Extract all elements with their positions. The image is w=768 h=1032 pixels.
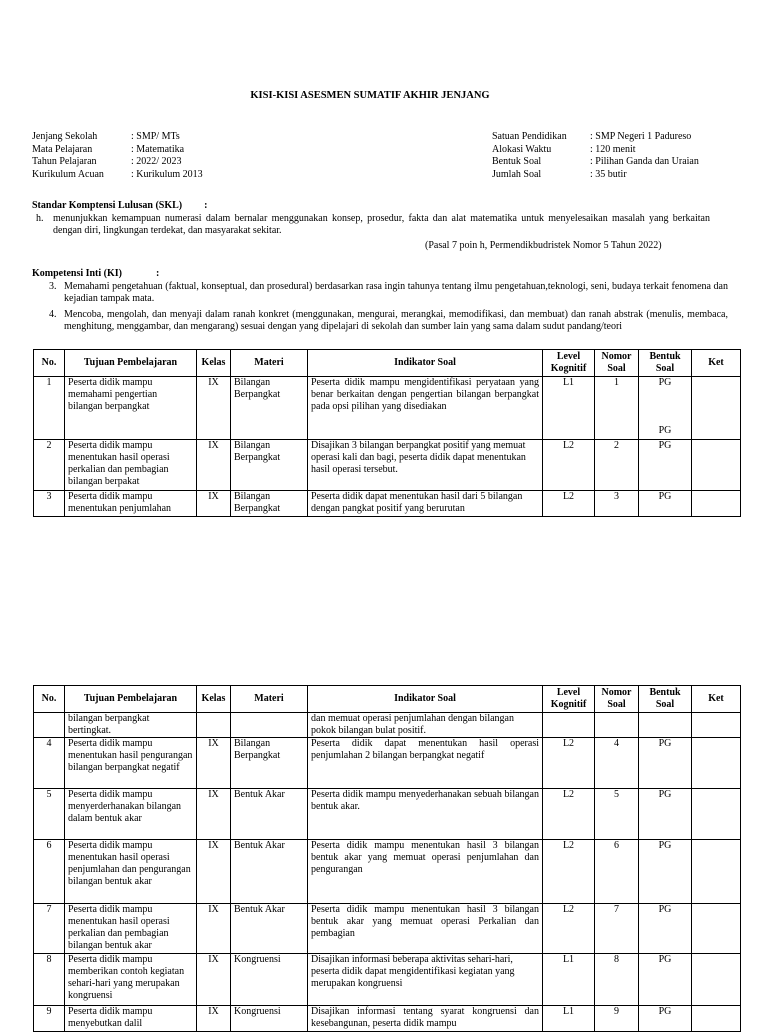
header-kelas: Kelas: [197, 686, 231, 713]
info-row: [492, 144, 699, 157]
cell-no: 3: [34, 491, 65, 517]
skl-reference: (Pasal 7 poin h, Permendikbudristek Nomor 5 Tahun 2022): [425, 240, 662, 251]
cell-indikator: Disajikan informasi tentang syarat kongruensi dan kesebangunan, peserta didik mampu: [308, 1006, 543, 1032]
cell-bentuk: PG: [639, 1006, 692, 1032]
cell-indikator: Peserta didik dapat menentukan hasil operasi penjumlahan 2 bilangan berpangkat negatif: [308, 738, 543, 789]
cell-materi: Kongruensi: [231, 1006, 308, 1032]
cell-no: 1: [34, 377, 65, 440]
info-label: Jenjang Sekolah: [32, 131, 98, 142]
header-tujuan: Tujuan Pembelajaran: [65, 350, 197, 377]
cell-kelas: IX: [197, 1006, 231, 1032]
cell-level: L1: [543, 377, 595, 440]
cell-ket: [692, 713, 741, 738]
ki-heading-text: Kompetensi Inti (KI): [32, 268, 122, 279]
cell-tujuan: Peserta didik mampu menentukan hasil pengurangan bilangan berpangkat negatif: [65, 738, 197, 789]
cell-level: L2: [543, 738, 595, 789]
table-row: [34, 377, 741, 440]
info-label: Mata Pelajaran: [32, 143, 93, 155]
cell-kelas: IX: [197, 840, 231, 904]
info-label: Bentuk Soal: [492, 156, 542, 167]
cell-kelas: IX: [197, 738, 231, 789]
table-row: [34, 954, 741, 1006]
header-materi: Materi: [231, 686, 308, 713]
header-indikator: Indikator Soal: [308, 350, 543, 377]
skl-item-text: menunjukkan kemampuan numerasi dalam bernalar menggunakan konsep, prosedur, fakta dan alat matematika untuk menyelesaikan masalah yang berkaitan dengan diri, lingkungan terdekat, dan masyarakat sekitar.: [53, 213, 710, 236]
cell-indikator: Peserta didik mampu menentukan hasil 3 bilangan bentuk akar yang memuat operasi Perkalian dan pembagian: [308, 904, 543, 954]
cell-bentuk: PG: [639, 840, 692, 904]
cell-nomor: 3: [595, 491, 639, 517]
cell-materi: Bilangan Berpangkat: [231, 738, 308, 789]
header-level: Level Kognitif: [543, 350, 595, 377]
info-value: : 120 menit: [590, 143, 636, 155]
cell-level: L2: [543, 440, 595, 491]
cell-tujuan: Peserta didik mampu memahami pengertian bilangan berpangkat: [65, 377, 197, 440]
cell-nomor: 7: [595, 904, 639, 954]
cell-indikator: Disajikan informasi beberapa aktivitas sehari-hari, peserta didik dapat mengidentifikasi kegiatan yang merupakan kongruensi: [308, 954, 543, 1006]
table-row: [34, 840, 741, 904]
header-ket: Ket: [692, 350, 741, 377]
cell-bentuk: PG: [639, 954, 692, 1006]
cell-indikator: Peserta didik mampu menyederhanakan sebuah bilangan bentuk akar.: [308, 789, 543, 840]
cell-no: 7: [34, 904, 65, 954]
table-row: [34, 491, 741, 517]
cell-no: 9: [34, 1006, 65, 1032]
cell-materi: Bentuk Akar: [231, 840, 308, 904]
cell-level: L1: [543, 1006, 595, 1032]
cell-kelas: IX: [197, 491, 231, 517]
info-label: Tahun Pelajaran: [32, 156, 97, 167]
cell-indikator: Peserta didik mampu menentukan hasil 3 bilangan bentuk akar yang memuat operasi penjumlahan dan pengurangan: [308, 840, 543, 904]
cell-bentuk: [639, 377, 692, 440]
info-row: [32, 131, 203, 144]
header-bentuk: Bentuk Soal: [639, 686, 692, 713]
skl-heading-colon: :: [204, 200, 208, 211]
info-value: : 2022/ 2023: [131, 156, 182, 167]
cell-no: [34, 713, 65, 738]
cell-kelas: IX: [197, 954, 231, 1006]
info-row: [492, 169, 699, 182]
info-label: Satuan Pendidikan: [492, 131, 567, 142]
skl-heading: [32, 200, 207, 212]
cell-tujuan: Peserta didik mampu menentukan hasil operasi penjumlahan dan pengurangan bilangan bentuk akar: [65, 840, 197, 904]
info-value: : SMP Negeri 1 Padureso: [590, 131, 692, 142]
header-no: No.: [34, 350, 65, 377]
cell-bentuk-value: PG: [658, 377, 672, 388]
cell-indikator: Peserta didik mampu mengidentifikasi peryataan yang benar berkaitan dengan pengertian bilangan berpangkat pada opsi pilihan yang disediakan: [308, 377, 543, 440]
table-row: [34, 1006, 741, 1032]
cell-tujuan: Peserta didik mampu menentukan hasil operasi perkalian dan pembagian bilangan berpakat: [65, 440, 197, 491]
cell-ket: [692, 377, 741, 440]
cell-no: 6: [34, 840, 65, 904]
info-value: : Pilihan Ganda dan Uraian: [590, 156, 699, 167]
ki-heading-colon: :: [156, 268, 160, 279]
cell-level: L2: [543, 904, 595, 954]
table-header-row: [34, 686, 741, 713]
cell-tujuan: Peserta didik mampu memberikan contoh kegiatan sehari-hari yang merupakan kongruensi: [65, 954, 197, 1006]
info-value: : SMP/ MTs: [131, 131, 180, 142]
cell-materi: Bilangan Berpangkat: [231, 491, 308, 517]
cell-ket: [692, 789, 741, 840]
cell-tujuan: Peserta didik mampu menyebutkan dalil: [65, 1006, 197, 1032]
table-header-row: [34, 350, 741, 377]
cell-bentuk: PG: [639, 440, 692, 491]
info-label: Jumlah Soal: [492, 168, 542, 180]
cell-ket: [692, 491, 741, 517]
cell-materi: [231, 713, 308, 738]
kisi-table-page-1: [33, 349, 741, 517]
cell-nomor: [595, 713, 639, 738]
cell-no: 2: [34, 440, 65, 491]
table-row: [34, 440, 741, 491]
cell-nomor: 4: [595, 738, 639, 789]
header-level: Level Kognitif: [543, 686, 595, 713]
cell-kelas: [197, 713, 231, 738]
cell-tujuan: bilangan berpangkat bertingkat.: [65, 713, 197, 738]
cell-bentuk: [639, 713, 692, 738]
info-value: : Matematika: [131, 143, 185, 155]
table-row-continuation: [34, 713, 741, 738]
cell-kelas: IX: [197, 789, 231, 840]
table-row: [34, 904, 741, 954]
info-left-block: [32, 131, 203, 181]
header-materi: Materi: [231, 350, 308, 377]
cell-ket: [692, 904, 741, 954]
cell-indikator: dan memuat operasi penjumlahan dengan bilangan pokok bilangan bulat positif.: [308, 713, 543, 738]
ki-item-text: Memahami pengetahuan (faktual, konseptual, dan prosedural) berdasarkan rasa ingin tahunya tentang ilmu pengetahuan,teknologi, seni, budaya terkait fenomena dan kejadian tampak mata.: [64, 281, 728, 304]
skl-heading-text: Standar Komptensi Lulusan (SKL): [32, 200, 183, 211]
ki-item-number: 3.: [49, 281, 57, 292]
cell-materi: Bilangan Berpangkat: [231, 377, 308, 440]
cell-tujuan: Peserta didik mampu menentukan hasil operasi perkalian dan pembagian bilangan bentuk akar: [65, 904, 197, 954]
skl-item-number: h.: [36, 213, 44, 224]
cell-nomor: 6: [595, 840, 639, 904]
table-row: [34, 738, 741, 789]
cell-no: 8: [34, 954, 65, 1006]
header-kelas: Kelas: [197, 350, 231, 377]
ki-heading: [32, 268, 159, 280]
cell-nomor: 5: [595, 789, 639, 840]
cell-level: L2: [543, 491, 595, 517]
cell-bentuk-value-2: PG: [658, 425, 672, 436]
header-nomor: Nomor Soal: [595, 686, 639, 713]
info-row: [32, 169, 203, 182]
cell-materi: Bentuk Akar: [231, 904, 308, 954]
cell-nomor: 9: [595, 1006, 639, 1032]
cell-kelas: IX: [197, 440, 231, 491]
cell-bentuk: PG: [639, 904, 692, 954]
info-right-block: [492, 131, 699, 181]
cell-indikator: Peserta didik dapat menentukan hasil dari 5 bilangan dengan pangkat positif yang berurutan: [308, 491, 543, 517]
header-bentuk: Bentuk Soal: [639, 350, 692, 377]
cell-bentuk: PG: [639, 738, 692, 789]
ki-item-number: 4.: [49, 309, 57, 320]
info-value: : 35 butir: [590, 168, 627, 180]
cell-ket: [692, 840, 741, 904]
header-indikator: Indikator Soal: [308, 686, 543, 713]
cell-kelas: IX: [197, 377, 231, 440]
cell-nomor: 1: [595, 377, 639, 440]
info-row: [32, 144, 203, 157]
cell-nomor: 8: [595, 954, 639, 1006]
cell-level: L2: [543, 789, 595, 840]
document-title: KISI-KISI ASESMEN SUMATIF AKHIR JENJANG: [250, 90, 490, 101]
header-nomor: Nomor Soal: [595, 350, 639, 377]
cell-no: 5: [34, 789, 65, 840]
cell-materi: Bilangan Berpangkat: [231, 440, 308, 491]
info-label: Kurikulum Acuan: [32, 168, 104, 180]
cell-kelas: IX: [197, 904, 231, 954]
cell-ket: [692, 440, 741, 491]
cell-indikator: Disajikan 3 bilangan berpangkat positif yang memuat operasi kali dan bagi, peserta didik dapat menentukan hasil operasi tersebut.: [308, 440, 543, 491]
cell-nomor: 2: [595, 440, 639, 491]
kisi-table-page-2: [33, 685, 741, 1032]
cell-bentuk: PG: [639, 491, 692, 517]
cell-ket: [692, 1006, 741, 1032]
header-tujuan: Tujuan Pembelajaran: [65, 686, 197, 713]
info-row: [492, 156, 699, 169]
cell-bentuk: PG: [639, 789, 692, 840]
ki-item-text: Mencoba, mengolah, dan menyaji dalam ranah konkret (menggunakan, mengurai, merangkai, memodifikasi, dan membuat) dan ranah abstrak (menulis, membaca, menghitung, menggambar, dan mengarang) sesuai dengan yang dipelajari di sekolah dan sumber lain yang sama dalam sudut pandang/teori: [64, 309, 728, 332]
cell-tujuan: Peserta didik mampu menyerderhanakan bilangan dalam bentuk akar: [65, 789, 197, 840]
cell-materi: Kongruensi: [231, 954, 308, 1006]
cell-ket: [692, 954, 741, 1006]
cell-no: 4: [34, 738, 65, 789]
table-row: [34, 789, 741, 840]
info-row: [492, 131, 699, 144]
info-value: : Kurikulum 2013: [131, 168, 203, 180]
cell-materi: Bentuk Akar: [231, 789, 308, 840]
cell-level: [543, 713, 595, 738]
cell-ket: [692, 738, 741, 789]
info-label: Alokasi Waktu: [492, 143, 552, 155]
cell-tujuan: Peserta didik mampu menentukan penjumlahan: [65, 491, 197, 517]
cell-level: L1: [543, 954, 595, 1006]
cell-level: L2: [543, 840, 595, 904]
header-ket: Ket: [692, 686, 741, 713]
info-row: [32, 156, 203, 169]
header-no: No.: [34, 686, 65, 713]
